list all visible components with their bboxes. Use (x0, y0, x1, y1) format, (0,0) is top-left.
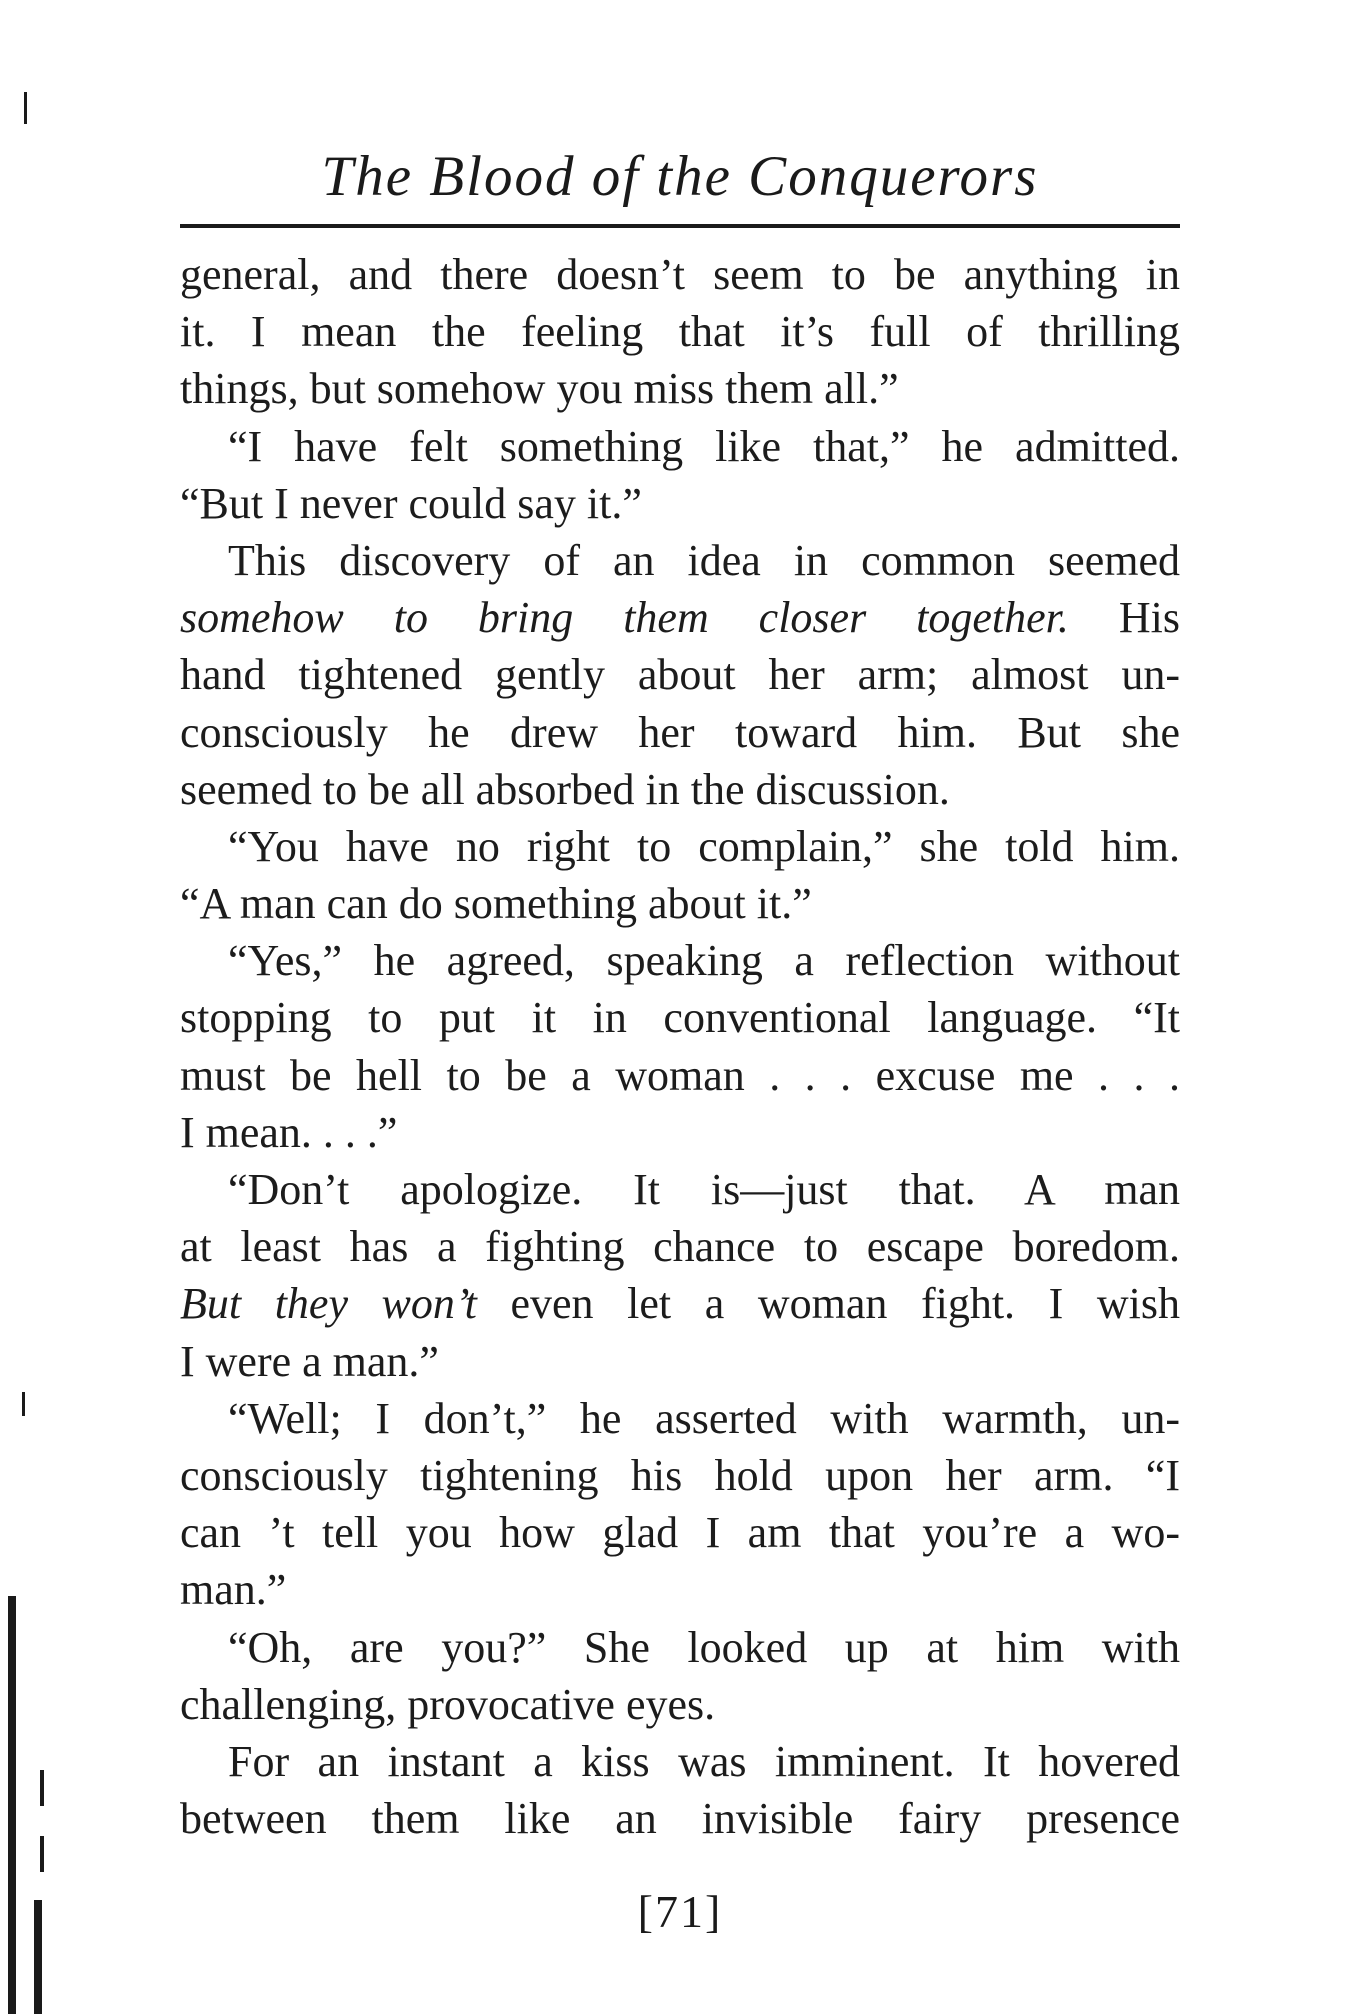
text-line: For an instant a kiss was imminent. It hovered (228, 1736, 1180, 1786)
text-line: challenging, provocative eyes. (180, 1679, 716, 1729)
header-rule (180, 224, 1180, 228)
text-line: “You have no right to complain,” she told him. (228, 821, 1180, 871)
scan-edge-mark (8, 1596, 16, 2014)
text-line: can ’t tell you how glad I am that you’re a wo- (180, 1508, 1180, 1558)
scan-edge-mark (34, 1900, 42, 2014)
text-line: “I have felt something like that,” he admitted. (228, 421, 1180, 471)
text-line: This discovery of an idea in common seemed (228, 535, 1180, 585)
text-line: “Well; I don’t,” he asserted with warmth, un- (228, 1393, 1180, 1443)
scan-edge-mark (24, 92, 27, 124)
scan-edge-mark (40, 1770, 44, 1806)
text-line: “But I never could say it.” (180, 478, 642, 528)
text-line: “Oh, are you?” She looked up at him with (228, 1622, 1180, 1672)
scan-edge-mark (22, 1392, 25, 1416)
text-line: things, but somehow you miss them all.” (180, 364, 899, 414)
text-line: I were a man.” (180, 1336, 439, 1386)
text-line: stopping to put it in conventional language. “It (180, 993, 1180, 1043)
text-line: “A man can do something about it.” (180, 879, 812, 929)
text-line: at least has a fighting chance to escape boredom. (180, 1222, 1180, 1272)
text-line: seemed to be all absorbed in the discussion. (180, 764, 950, 814)
text-line: I mean. . . .” (180, 1107, 398, 1157)
body-text (180, 246, 1180, 1847)
text-line: hand tightened gently about her arm; almost un- (180, 650, 1180, 700)
text-line: “Yes,” he agreed, speaking a reflection without (228, 936, 1180, 986)
page-number: [71] (637, 1886, 723, 1937)
text-line: consciously he drew her toward him. But she (180, 707, 1180, 757)
text-line: it. I mean the feeling that it’s full of thrilling (180, 307, 1180, 357)
text-line: man.” (180, 1565, 287, 1615)
running-head: The Blood of the Conquerors (321, 145, 1039, 208)
text-line: between them like an invisible fairy presence (180, 1794, 1180, 1844)
text-line: “Don’t apologize. It is—just that. A man (228, 1165, 1180, 1214)
text-line: general, and there doesn’t seem to be anything in (180, 250, 1180, 299)
text-line: But they won’t even let a woman fight. I wish (180, 1279, 1180, 1329)
text-line: must be hell to be a woman . . . excuse me . . . (180, 1050, 1180, 1100)
text-line: consciously tightening his hold upon her arm. “I (180, 1450, 1180, 1500)
scan-edge-mark (40, 1836, 44, 1872)
text-line: somehow to bring them closer together. His (180, 593, 1180, 643)
